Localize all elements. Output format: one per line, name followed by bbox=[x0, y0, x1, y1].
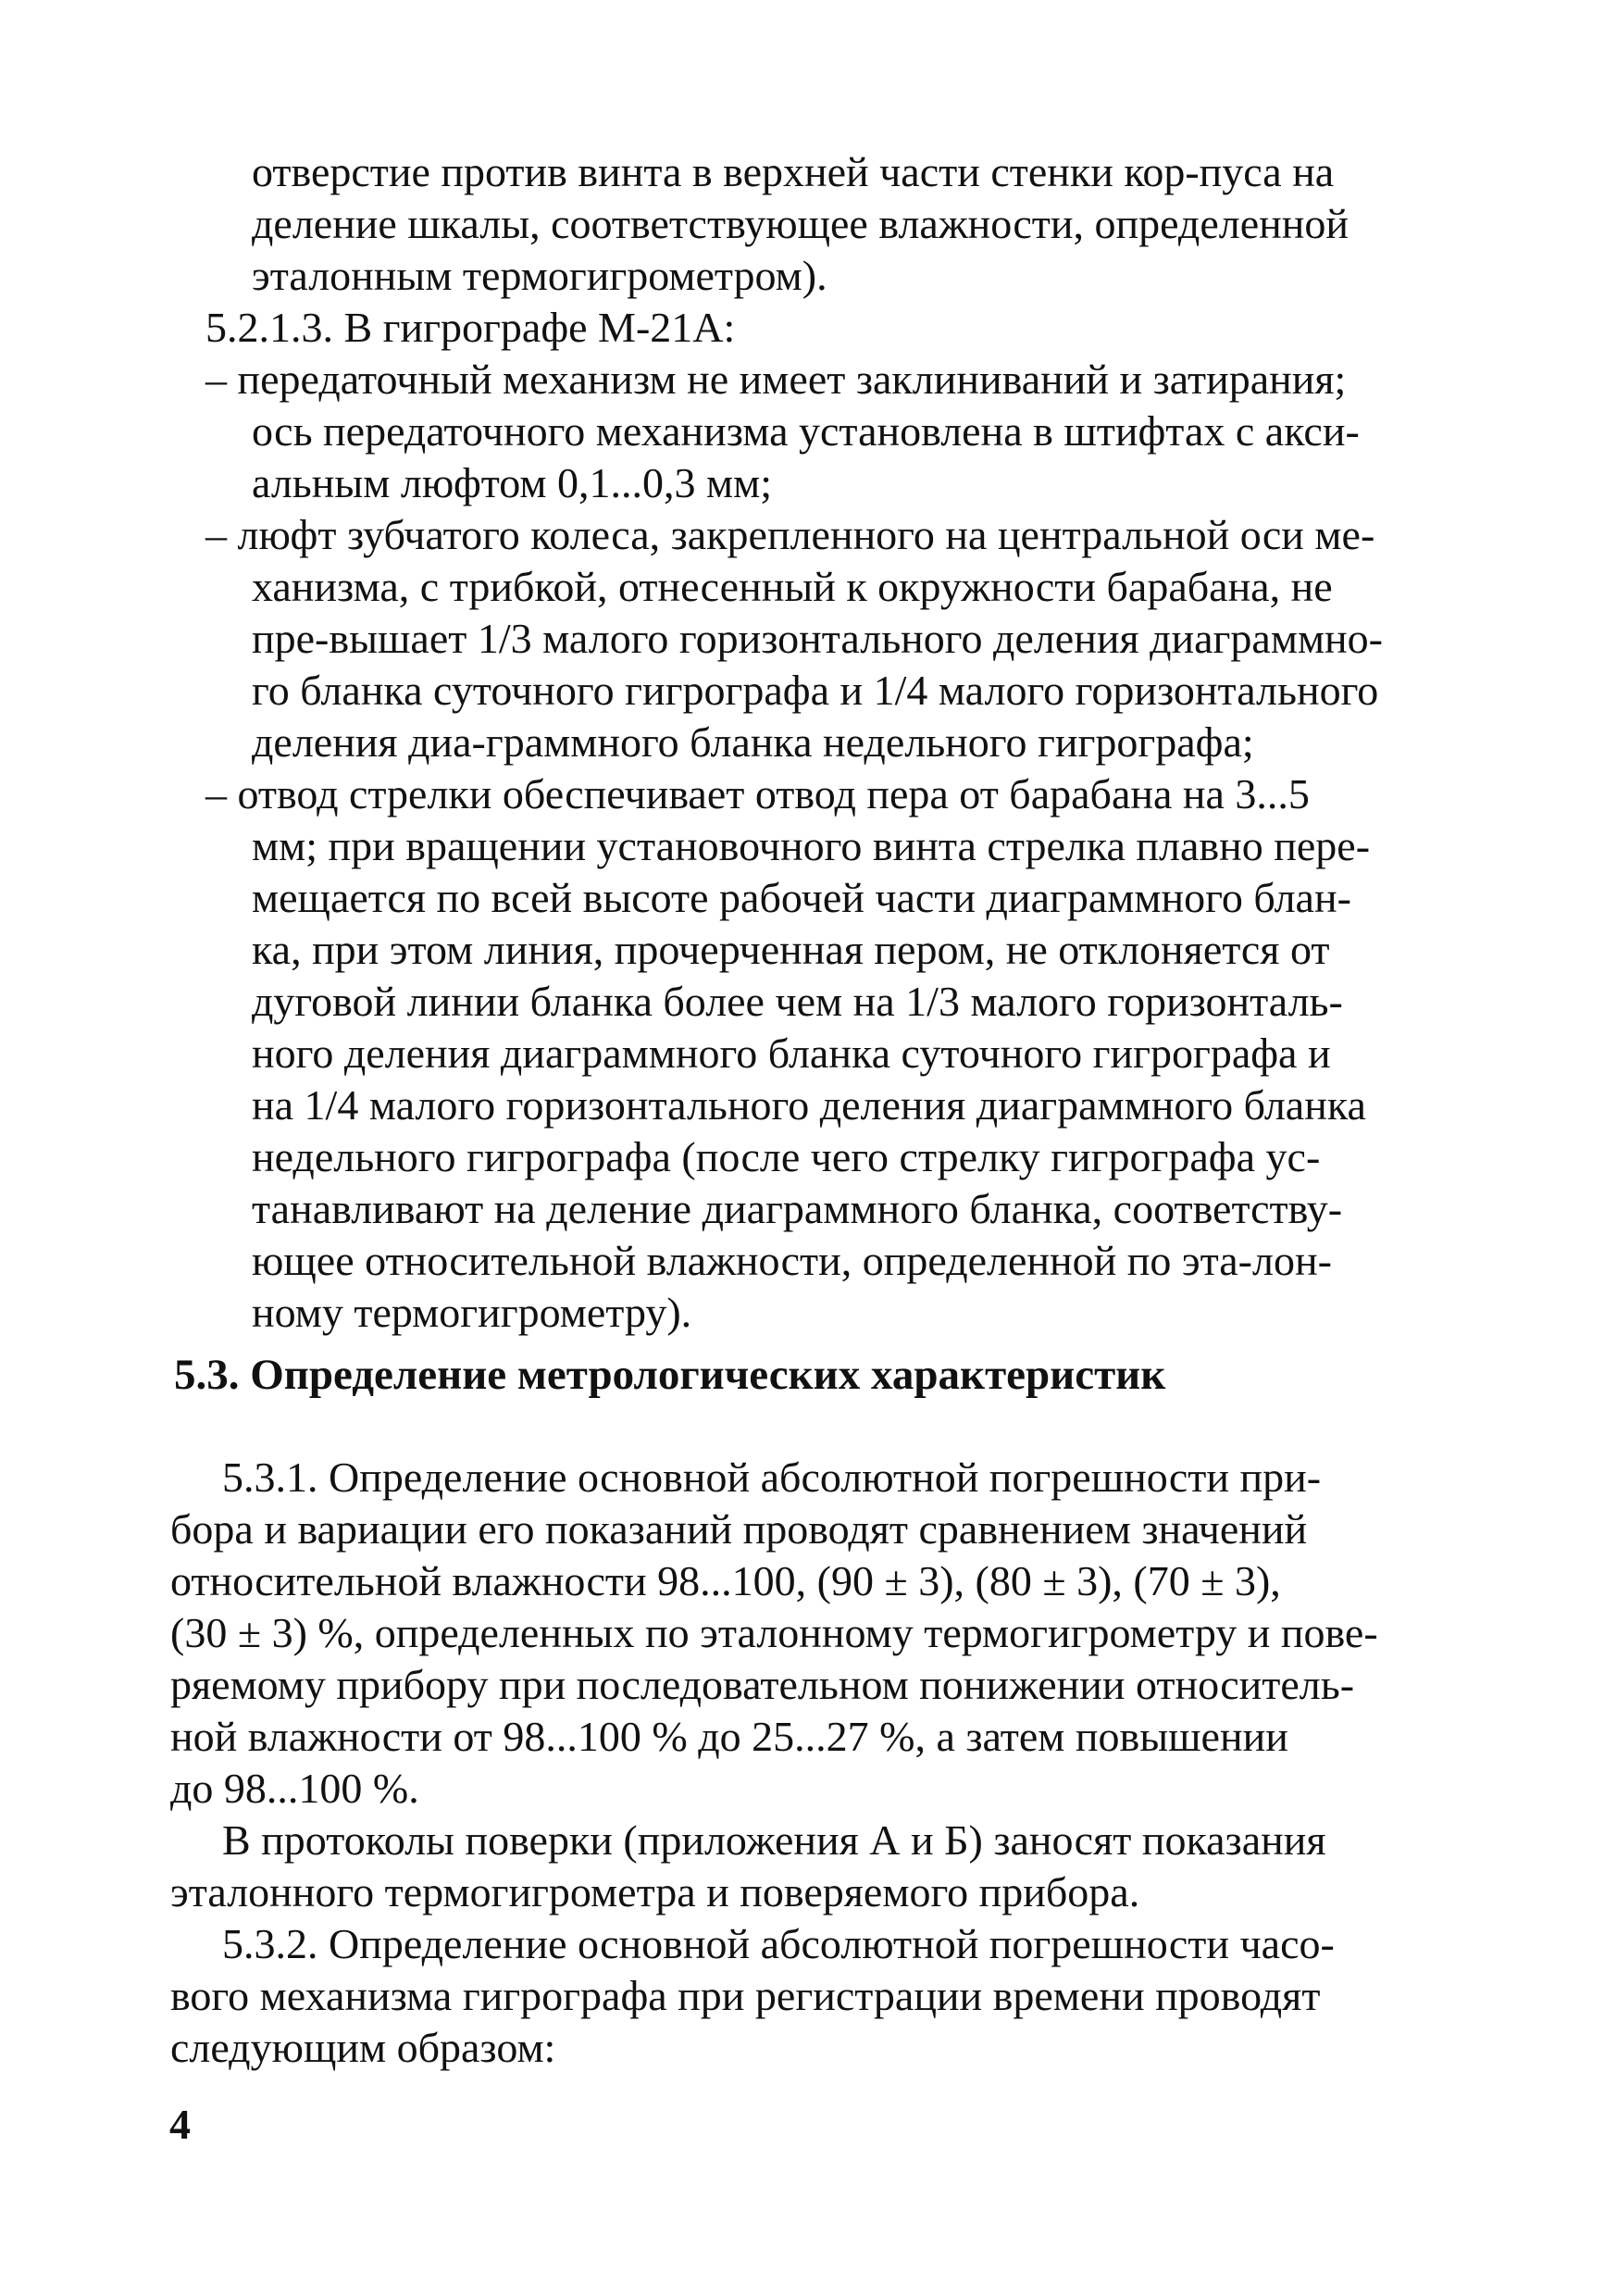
text-line: относительной влажности 98...100, (90 ± 3), (80 ± 3), (70 ± 3), bbox=[170, 1557, 1281, 1604]
text-line: бора и вариации его показаний проводят сравнением значений bbox=[170, 1505, 1308, 1553]
text-line: мещается по всей высоте рабочей части диаграммного блан- bbox=[252, 874, 1351, 921]
text-line: эталонным термогигрометром). bbox=[252, 252, 827, 299]
text-line: недельного гигрографа (после чего стрелку гигрографа ус- bbox=[252, 1133, 1321, 1180]
text-line: ному термогигрометру). bbox=[252, 1289, 692, 1336]
text-line: пре-вышает 1/3 малого горизонтального деления диаграммно- bbox=[252, 615, 1383, 662]
text-line: – отвод стрелки обеспечивает отвод пера от барабана на 3...5 bbox=[205, 770, 1310, 817]
text-line: до 98...100 %. bbox=[170, 1765, 419, 1812]
text-line: ного деления диаграммного бланка суточного гигрографа и bbox=[252, 1029, 1331, 1077]
text-line: ханизма, с трибкой, отнесенный к окружности барабана, не bbox=[252, 563, 1333, 610]
text-line: деления диа-граммного бланка недельного гигрографа; bbox=[252, 718, 1254, 766]
page-number: 4 bbox=[169, 2101, 191, 2148]
text-line: ось передаточного механизма установлена в штифтах с акси- bbox=[252, 407, 1360, 455]
text-line: альным люфтом 0,1...0,3 мм; bbox=[252, 459, 772, 506]
text-line: следующим образом: bbox=[170, 2024, 556, 2071]
text-line: эталонного термогигрометра и поверяемого прибора. bbox=[170, 1868, 1140, 1915]
text-line: отверстие против винта в верхней части стенки кор-пуса на bbox=[252, 148, 1335, 195]
section-heading: 5.3. Определение метрологических характеристик bbox=[174, 1351, 1166, 1399]
text-line: вого механизма гигрографа при регистрации времени проводят bbox=[170, 1972, 1321, 2019]
text-line: ной влажности от 98...100 % до 25...27 %, а затем повышении bbox=[170, 1713, 1288, 1760]
text-line: 5.2.1.3. В гигрографе М-21А: bbox=[205, 304, 736, 351]
text-line: 5.3.1. Определение основной абсолютной погрешности при- bbox=[222, 1454, 1322, 1501]
text-line: 5.3.2. Определение основной абсолютной погрешности часо- bbox=[222, 1920, 1335, 1967]
text-line: – люфт зубчатого колеса, закрепленного на центральной оси ме- bbox=[205, 511, 1375, 558]
text-line: ряемому прибору при последовательном понижении относитель- bbox=[170, 1661, 1355, 1708]
text-line: ка, при этом линия, прочерченная пером, не отклоняется от bbox=[252, 926, 1330, 973]
text-line: го бланка суточного гигрографа и 1/4 малого горизонтального bbox=[252, 667, 1379, 714]
text-line: (30 ± 3) %, определенных по эталонному термогигрометру и пове- bbox=[170, 1609, 1378, 1656]
text-line: на 1/4 малого горизонтального деления диаграммного бланка bbox=[252, 1081, 1366, 1129]
text-line: танавливают на деление диаграммного бланка, соответству- bbox=[252, 1185, 1343, 1232]
text-line: ющее относительной влажности, определенной по эта-лон- bbox=[252, 1237, 1332, 1284]
text-line: мм; при вращении установочного винта стрелка плавно пере- bbox=[252, 822, 1371, 869]
text-line: – передаточный механизм не имеет заклиниваний и затирания; bbox=[205, 356, 1347, 403]
text-line: дуговой линии бланка более чем на 1/3 малого горизонталь- bbox=[252, 978, 1343, 1025]
text-line: деление шкалы, соответствующее влажности, определенной bbox=[252, 200, 1349, 247]
text-line: В протоколы поверки (приложения А и Б) заносят показания bbox=[222, 1816, 1326, 1864]
